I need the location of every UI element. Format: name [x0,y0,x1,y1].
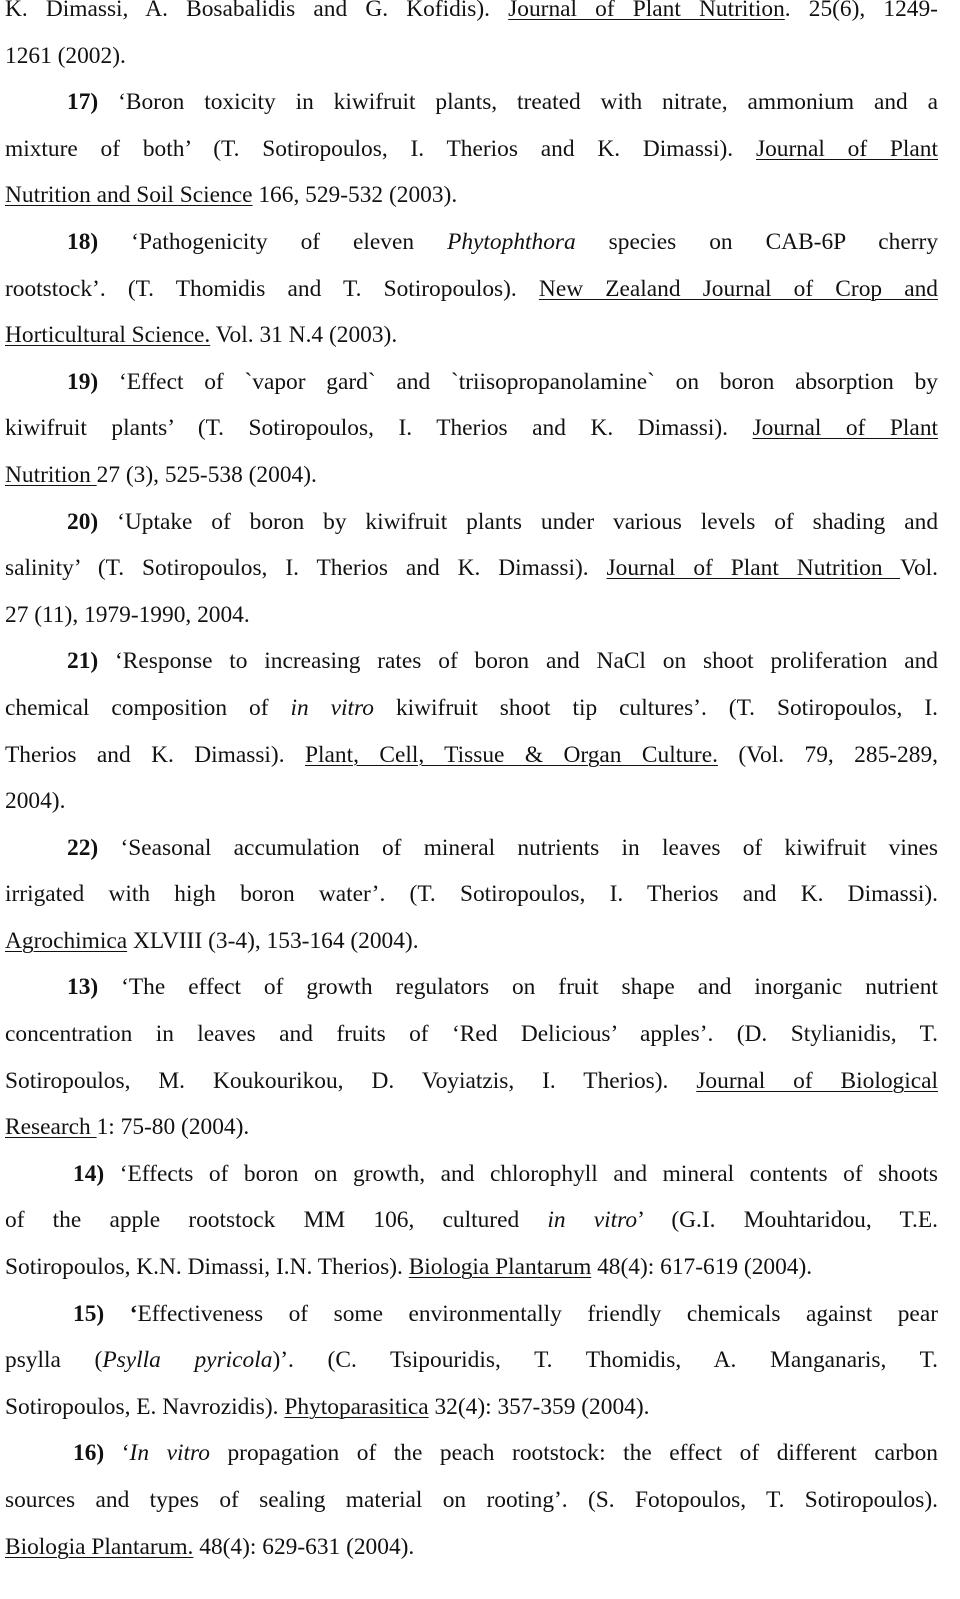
text-line [5,1058,938,1105]
text-line [5,172,938,219]
reference-number: 14) [73,1160,120,1187]
text-segment: ‘Boron toxicity in kiwifruit plants, treated with nitrate, ammonium and a [118,89,939,116]
text-line [5,964,938,1011]
italic-term: in vitro [290,694,374,721]
text-segment: kiwifruit plants’ (T. Sotiropoulos, I. Therios and K. Dimassi). [5,415,753,442]
journal-title: Journal of Plant [752,415,939,442]
text-segment: )’. (C. Tsipouridis, T. Thomidis, A. Manganaris, T. [272,1347,938,1374]
text-segment: ‘Seasonal accumulation of mineral nutrients in leaves of kiwifruit vines [120,834,939,861]
text-line [5,359,938,406]
text-segment: Therios and K. Dimassi). [5,741,305,768]
text-line [5,405,938,452]
text-segment: sources and types of sealing material on rooting’. (S. Fotopoulos, T. Sotiropoulos). [5,1487,938,1513]
text-segment: rootstock’. (T. Thomidis and T. Sotiropoulos). [5,275,539,302]
text-line [5,312,938,359]
text-segment: salinity’ (T. Sotiropoulos, I. Therios and K. Dimassi). [5,555,607,582]
text-segment: K. Dimassi, A. Bosabalidis and G. Kofidis). [5,0,509,22]
text-line [5,219,938,266]
journal-title: Journal of Plant [755,135,938,162]
text-segment: chemical composition of [5,694,291,721]
text-segment: Sotiropoulos, K.N. Dimassi, I.N. Therios). [5,1254,409,1281]
text-line [5,1244,938,1291]
text-segment: 32(4): 357-359 (2004). [428,1393,650,1420]
text-line [5,126,938,173]
text-line [5,1197,938,1244]
reference-number: 22) [67,834,121,861]
text-segment: 1261 (2002). [5,42,126,69]
text-segment: ’ (G.I. Mouhtaridou, T.E. [637,1207,939,1234]
text-segment: 48(4): 629-631 (2004). [193,1533,415,1560]
text-line [5,1104,938,1151]
text-segment: Vol. 31 N.4 (2003). [210,322,398,349]
reference-list [5,0,938,1570]
italic-term: Psylla pyricola [102,1347,273,1374]
text-line [5,266,938,313]
journal-title: Research [5,1114,97,1141]
reference-number: 15) ‘ [73,1300,138,1327]
reference-number: 16) [73,1440,122,1467]
text-line [5,1524,938,1571]
journal-title: Agrochimica [5,927,128,954]
journal-title: New Zealand Journal of Crop and [538,275,939,302]
italic-term: In vitro [129,1440,210,1467]
text-line [5,918,938,965]
text-segment: ‘The effect of growth regulators on fruit shape and inorganic nutrient [121,974,938,1001]
text-line [5,825,938,872]
journal-title: Horticultural Science. [5,322,211,349]
text-line [5,499,938,546]
document-page [5,0,938,1570]
journal-title: Biologia Plantarum [408,1254,592,1281]
text-line [5,452,938,499]
text-segment: ‘Pathogenicity of eleven [131,228,448,255]
text-segment: 1: 75-80 (2004). [96,1114,250,1141]
text-segment: ‘ [121,1440,130,1467]
text-segment: 27 (3), 525-538 (2004). [96,461,317,488]
text-segment: kiwifruit shoot tip cultures’. (T. Sotiropoulos, I. [373,694,939,721]
text-line [5,1477,938,1524]
text-segment: species on CAB-6P cherry [575,228,939,255]
reference-number: 21) [67,648,116,675]
text-segment: ‘Response to increasing rates of boron and NaCl on shoot proliferation and [115,648,938,675]
journal-title: Biologia Plantarum. [5,1533,194,1560]
text-line [5,685,938,732]
text-segment: ‘Effects of boron on growth, and chlorophyll and mineral contents of shoots [119,1160,938,1187]
text-line [5,592,938,639]
journal-title: Journal of Biological [696,1067,938,1094]
text-segment: of the apple rootstock MM 106, cultured [5,1207,548,1234]
journal-title: Nutrition and Soil Science [5,182,253,209]
text-segment: 48(4): 617-619 (2004). [591,1254,813,1281]
text-line [5,871,938,918]
text-line [5,1384,938,1431]
text-line [5,1337,938,1384]
text-line [5,545,938,592]
text-line [5,732,938,779]
text-segment: propagation of the peach rootstock: the effect of different carbon [209,1440,938,1467]
text-segment: (Vol. 79, 285-289, [717,741,938,768]
reference-number: 13) [67,974,122,1001]
text-segment: Sotiropoulos, M. Koukourikou, D. Voyiatzis, I. Therios). [5,1067,697,1094]
text-segment: Effectiveness of some environmentally friendly chemicals against pear [137,1300,938,1327]
text-segment: . 25(6), 1249- [784,0,938,22]
text-segment: XLVIII (3-4), 153-164 (2004). [127,927,419,954]
text-segment: psylla ( [5,1347,103,1374]
text-line [5,33,938,80]
text-line [5,1430,938,1477]
journal-title: Journal of Plant Nutrition [508,0,785,22]
journal-title: Phytoparasitica [284,1393,429,1420]
text-line [5,1291,938,1338]
italic-term: Phytophthora [447,228,576,255]
text-line [5,0,938,33]
italic-term: in vitro [547,1207,638,1234]
text-segment: mixture of both’ (T. Sotiropoulos, I. Therios and K. Dimassi). [5,135,756,162]
reference-number: 19) [67,368,119,395]
reference-number: 20) [67,508,118,535]
text-line [5,638,938,685]
text-segment: 166, 529-532 (2003). [252,182,458,209]
journal-title: Journal of Plant Nutrition [606,555,901,582]
text-segment: concentration in leaves and fruits of ‘Red Delicious’ apples’. (D. Stylianidis, T. [5,1021,938,1048]
text-line [5,778,938,825]
text-segment: 27 (11), 1979-1990, 2004. [5,601,250,628]
text-segment: ‘Uptake of boron by kiwifruit plants under various levels of shading and [117,508,939,535]
text-segment: Vol. [900,555,938,582]
text-line [5,79,938,126]
text-line [5,1011,938,1058]
text-segment: ‘Effect of `vapor gard` and `triisopropanolamine` on boron absorption by [118,368,939,395]
reference-number: 18) [67,228,132,255]
journal-title: Plant, Cell, Tissue & Organ Culture. [304,741,718,768]
text-segment: irrigated with high boron water’. (T. Sotiropoulos, I. Therios and K. Dimassi). [5,881,938,908]
text-segment: Sotiropoulos, E. Navrozidis). [5,1393,285,1420]
reference-number: 17) [67,89,119,116]
text-segment: 2004). [5,788,66,815]
text-line [5,1151,938,1198]
journal-title: Nutrition [5,461,97,488]
